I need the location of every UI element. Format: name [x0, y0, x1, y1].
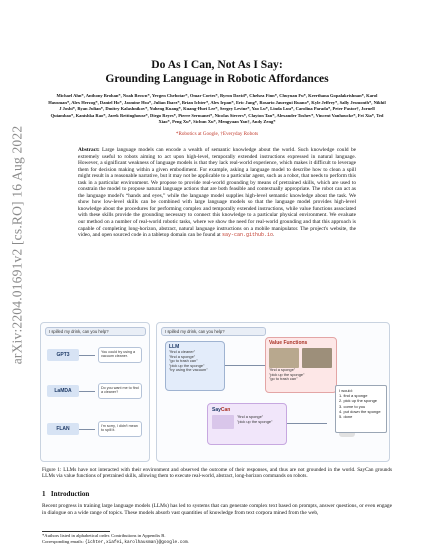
llm-option: "try using the vacuum" [169, 367, 208, 373]
llm-to-vf-arrow [225, 365, 265, 366]
lamda-arrow [79, 391, 95, 392]
arxiv-identifier: arXiv:2204.01691v2 [cs.RO] 16 Aug 2022 [9, 125, 24, 365]
section-heading [42, 490, 89, 498]
footnote-rule [42, 531, 110, 532]
section-number: 1 [42, 490, 46, 498]
footnotes [42, 533, 392, 546]
saycan-block [207, 403, 287, 445]
footnote-emails [42, 539, 392, 546]
abstract-end: . [272, 232, 275, 239]
plan-steps [339, 393, 383, 419]
figure-caption: Figure 1: LLMs have not interacted with their environment and observed the outcome of their responses, and thus are not grounded in the world. SayCan grounds LLMs via value functions of pretrained skills, allowing them to execute real-world, abstract, long-horizon commands on robots. [42, 467, 392, 480]
saycan-panel [156, 322, 390, 462]
plan-step: 3. come to you [339, 403, 366, 409]
figure-1 [40, 322, 392, 464]
saycan-scores [212, 415, 282, 429]
llm-block [165, 341, 225, 391]
saycan-title [212, 407, 282, 413]
intro-paragraph: Recent progress in training large language models (LLMs) has led to systems that can generate complex text based on prompts, answer questions, or even engage in dialogue on a wide range of topics. These models absorb vast quantities of knowledge from text corpora mined from the web, [42, 503, 392, 516]
footnote-authors: *Authors listed in alphabetical order. Contributions in Appendix B. [42, 533, 166, 538]
saycan-options [237, 415, 282, 429]
gpt3-model-box: GPT3 [47, 349, 79, 361]
emails-label: Corresponding emails: [42, 539, 85, 544]
abstract-text: Large language models can encode a wealth of semantic knowledge about the world. Such knowledge could be extremely useful to robots aiming to act upon high-level, temporally extended instructions expressed in natural language. However, a significant weakness of language models is that they lack real-world experience, which makes it difficult to leverage them for decision making within a given embodiment. For example, asking a language model to describe how to clean a spill might result in a reasonable narrative, but it may not be applicable to a particular agent, such as a robot, that needs to perform this task in a particular environment. We propose to provide real-world grounding by means of pretrained skills, which are used to constrain the model to propose natural language actions that are both feasible and contextually appropriate. The robot can act as the language model's “hands and eyes,” while the language model supplies high-level semantic knowledge about the task. We show how low-level skills can be combined with large language models so that the language model provides high-level knowledge about the procedures for performing complex and temporally extended instructions, while value functions associated with these skills provide the grounding necessary to connect this knowledge to a particular physical environment. We evaluate our method on a number of real-world robotic tasks, where we show the need for real-world grounding and that this approach is capable of completing long-horizon, abstract, natural language instructions on a mobile manipulator. The project's website, the video, and open sourced code in a tabletop domain can be found at [78, 146, 356, 239]
saycan-to-plan-arrow [287, 423, 327, 424]
arxiv-stamp [6, 125, 28, 365]
title-line-2: Grounding Language in Robotic Affordances [105, 72, 329, 85]
plan-header: I would: [339, 388, 353, 393]
abstract-label: Abstract: [78, 146, 100, 153]
camera-view-image [302, 348, 332, 368]
lamda-model-box: LaMDA [47, 385, 79, 397]
title-line-1: Do As I Can, Not As I Say: [151, 58, 283, 71]
flan-arrow [79, 429, 95, 430]
llm-option: "pick up the sponge" [169, 362, 205, 368]
saycan-can: Can [220, 407, 231, 413]
right-user-prompt: I spilled my drink, can you help? [161, 327, 266, 336]
plan-step: 5. done [339, 414, 353, 420]
flan-response: I'm sorry, I didn't mean to spill it. [98, 421, 142, 437]
gpt3-arrow [79, 355, 95, 356]
saycan-say: Say [212, 407, 221, 413]
plan-step: 2. pick up the sponge [339, 398, 378, 404]
paper-page [42, 0, 392, 239]
project-url-link[interactable]: say-can.github.io [221, 232, 273, 239]
value-functions-block [265, 337, 337, 393]
lamda-response: Do you want me to find a cleaner? [98, 383, 142, 399]
saycan-option: "find a sponge" [237, 414, 264, 419]
abstract [78, 147, 356, 239]
llm-title: LLM [169, 344, 180, 350]
email-addresses[interactable]: {ichter,xiafei,karolhausman}@google.com [84, 540, 188, 545]
llm-option: "go to trash can" [169, 358, 198, 364]
baseline-llm-panel [40, 322, 150, 462]
value-function-option: "pick up the sponge" [269, 371, 305, 377]
value-function-option: "go to trash can" [269, 376, 298, 382]
value-functions-title: Value Functions [269, 340, 308, 346]
affiliations: *Robotics at Google, †Everyday Robots [175, 130, 259, 137]
emails-end: . [187, 539, 189, 544]
robot-plan-box [335, 385, 387, 433]
robot-camera-views [269, 348, 333, 368]
gpt3-response: You could try using a vacuum cleaner. [98, 347, 142, 363]
left-user-prompt: I spilled my drink, can you help? [45, 327, 146, 336]
camera-view-image [269, 348, 299, 368]
plan-step: 1. find a sponge [339, 393, 368, 399]
value-function-option: "find a sponge" [269, 367, 296, 372]
plan-step: 4. put down the sponge [339, 408, 381, 414]
llm-option: "find a cleaner" [169, 349, 196, 354]
saycan-option: "pick up the sponge" [237, 418, 273, 424]
flan-model-box: FLAN [47, 423, 79, 435]
author-list: Michael Ahn*, Anthony Brohan*, Noah Brown*, Yevgen Chebotar*, Omar Cortes*, Byron David*, Chelsea Finn*, Chuyuan Fu*, Keerthana Gopalakrishnan*, Karol Hausman*, Alex Herzog*, Daniel Ho*, Jasmine Hsu*, Julian Ibarz*, Brian Ichter*, Alex Irpan*, Eric Jang*, Rosario Jauregui Ruano*, Kyle Jeffrey*, Sally Jesmonth*, Nikhil J Joshi*, Ryan Julian*, Dmitry Kalashnikov*, Yuheng Kuang*, Kuang-Huei Lee*, Sergey Levine*, Yao Lu*, Linda Luu*, Carolina Parada*, Peter Pastor†, Jornell Quiambao*, Kanishka Rao*, Jarek Rettinghouse*, Diego Reyes*, Pierre Sermanet*, Nicolas Sievers*, Clayton Tan*, Alexander Toshev*, Vincent Vanhoucke*, Fei Xia*, Ted Xiao*, Peng Xu*, Sichun Xu*, Mengyuan Yan†, Andy Zeng* [48, 93, 386, 125]
llm-option: "find a sponge" [169, 353, 196, 359]
section-title: Introduction [50, 490, 90, 498]
paper-title [42, 58, 392, 86]
score-bar [212, 415, 234, 429]
